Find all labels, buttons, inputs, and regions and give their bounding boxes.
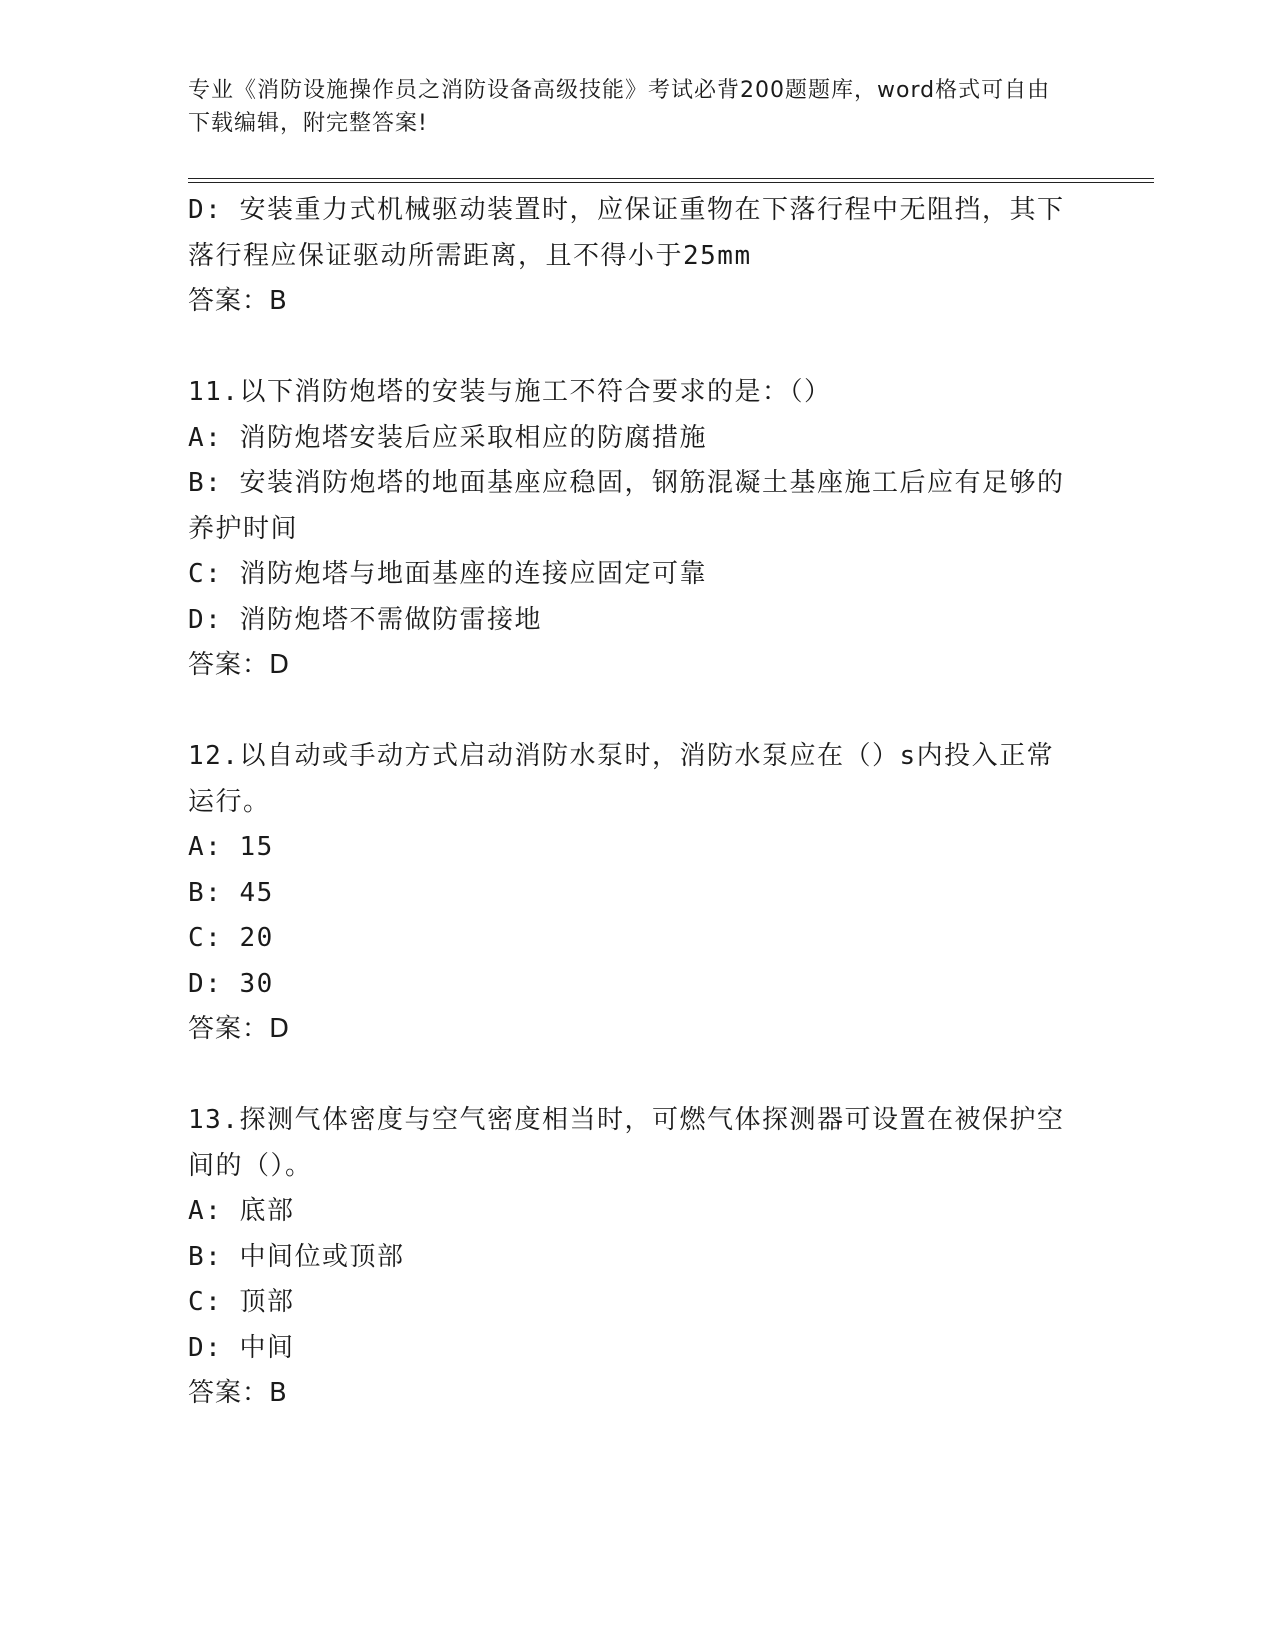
question-stem: 13.探测气体密度与空气密度相当时，可燃气体探测器可设置在被保护空间的（）。 [188, 1105, 1065, 1181]
spacer [188, 689, 1068, 735]
answer-line: 答案：D [188, 1014, 291, 1044]
header-divider [188, 178, 1154, 183]
option-d: D: 安装重力式机械驱动装置时，应保证重物在下落行程中无阻挡，其下落行程应保证驱动所需距离，且不得小于25mm [188, 195, 1065, 271]
option-a: A: 15 [188, 832, 274, 862]
option-d: D: 30 [188, 968, 274, 999]
question-12 [188, 734, 1068, 1053]
question-content [188, 188, 1068, 1417]
option-c: C: 顶部 [188, 1287, 295, 1317]
continued-question [188, 188, 1068, 325]
option-b: B: 安装消防炮塔的地面基座应稳固，钢筋混凝土基座施工后应有足够的养护时间 [188, 468, 1065, 544]
option-c: C: 20 [188, 923, 274, 953]
option-c: C: 消防炮塔与地面基座的连接应固定可靠 [188, 559, 707, 589]
option-a: A: 消防炮塔安装后应采取相应的防腐措施 [188, 422, 707, 453]
question-stem: 12.以自动或手动方式启动消防水泵时，消防水泵应在（）s内投入正常运行。 [188, 741, 1055, 817]
question-13 [188, 1098, 1068, 1417]
option-b: B: 中间位或顶部 [188, 1241, 405, 1272]
answer-line: 答案：D [188, 650, 291, 680]
option-b: B: 45 [188, 877, 274, 908]
option-d: D: 消防炮塔不需做防雷接地 [188, 604, 542, 635]
spacer [188, 1053, 1068, 1099]
question-stem: 11.以下消防炮塔的安装与施工不符合要求的是：（） [188, 377, 832, 407]
option-a: A: 底部 [188, 1196, 295, 1226]
answer-line: 答案：B [188, 1378, 288, 1408]
answer-line: 答案：B [188, 286, 288, 316]
question-11 [188, 370, 1068, 689]
spacer [188, 325, 1068, 371]
page-header-title: 专业《消防设施操作员之消防设备高级技能》考试必背200题题库，word格式可自由下载编辑，附完整答案! [188, 78, 1051, 136]
option-d: D: 中间 [188, 1332, 295, 1363]
